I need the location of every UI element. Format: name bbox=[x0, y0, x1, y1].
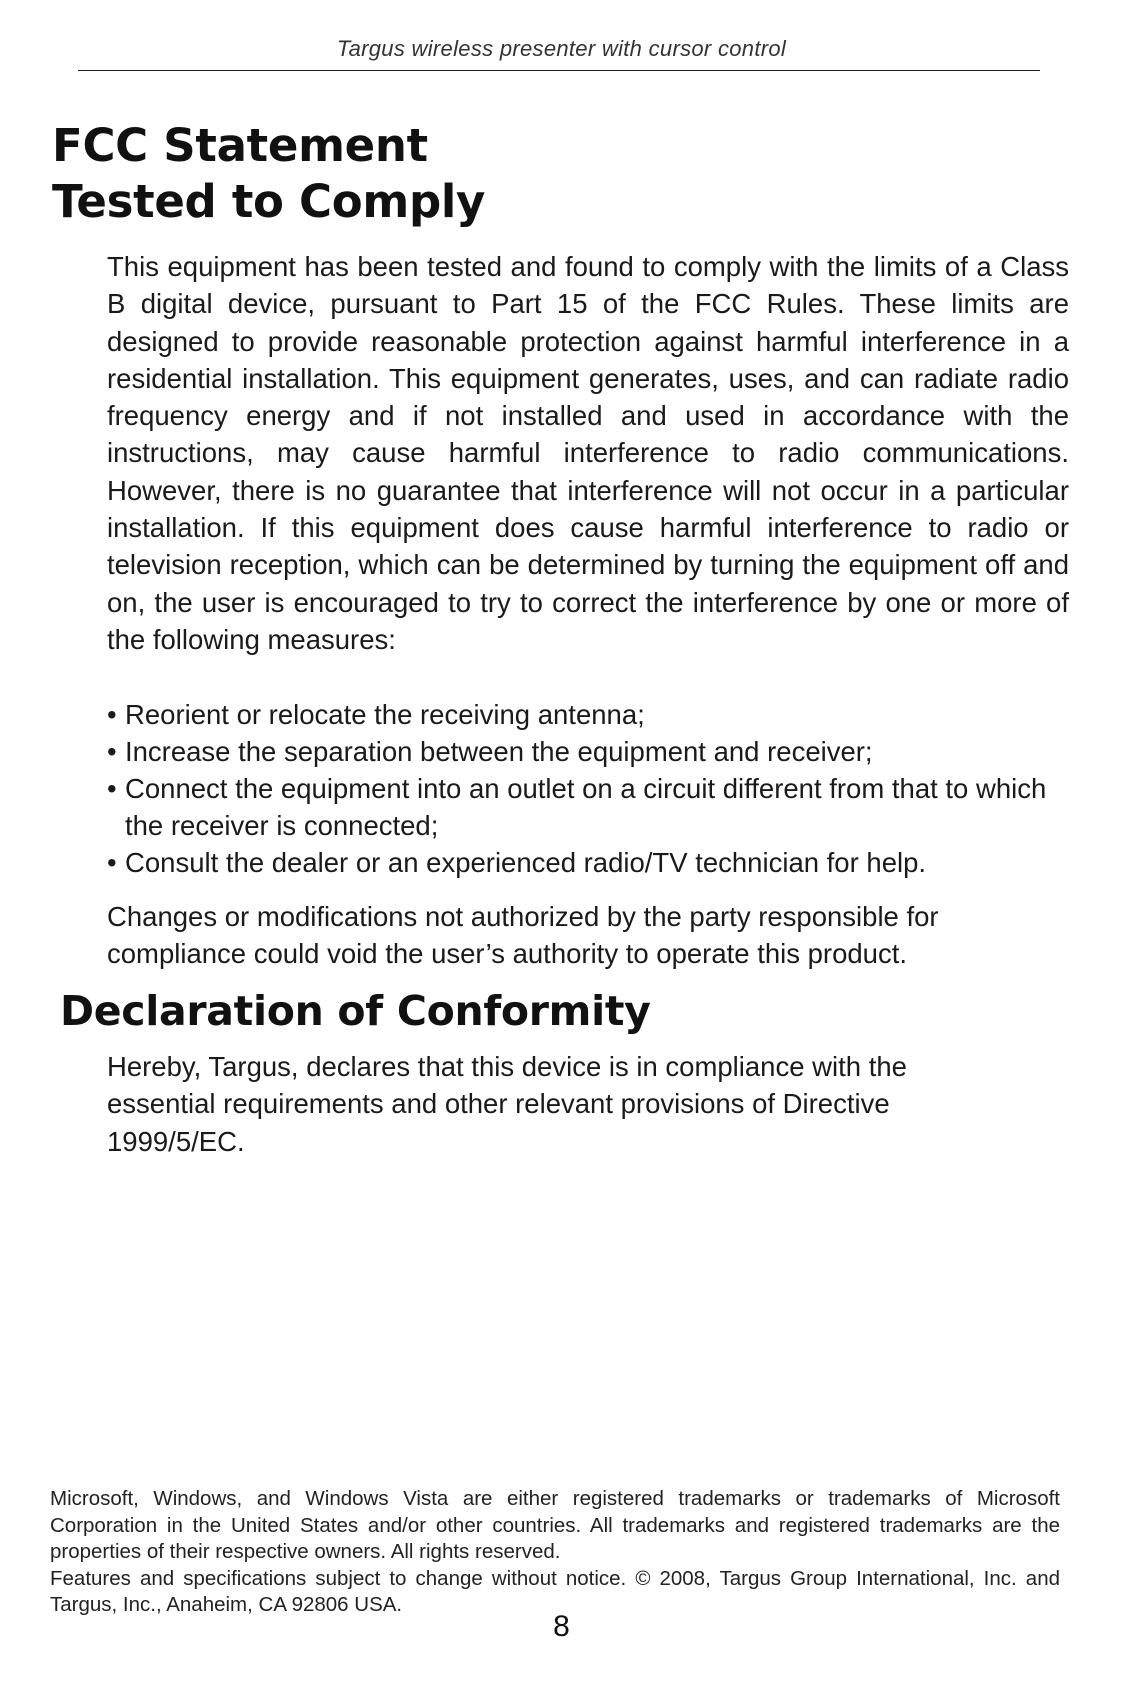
copyright-notice: Features and specifications subject to change without notice. © 2008, Targus Group International, Inc. and Targus, Inc., Anaheim, CA 92806 USA. bbox=[50, 1566, 1060, 1616]
declaration-heading: Declaration of Conformity bbox=[60, 987, 651, 1035]
list-item-text: Increase the separation between the equipment and receiver; bbox=[125, 736, 873, 767]
fcc-heading bbox=[52, 118, 485, 230]
list-item bbox=[107, 844, 1087, 881]
list-item-text: Reorient or relocate the receiving antenna; bbox=[125, 699, 645, 730]
bullet: • bbox=[107, 847, 117, 878]
fcc-heading-line-2: Tested to Comply bbox=[52, 175, 486, 228]
fcc-heading-line-1: FCC Statement bbox=[52, 119, 428, 172]
changes-note: Changes or modifications not authorized by the party responsible for compliance could void the user’s authority to operate this product. bbox=[107, 901, 939, 970]
measures-list bbox=[107, 696, 1087, 881]
list-item bbox=[107, 696, 1087, 733]
bullet: • bbox=[107, 699, 117, 730]
list-item bbox=[107, 770, 1087, 844]
fcc-statement-text: This equipment has been tested and found to comply with the limits of a Class B digital device, pursuant to Part 15 of the FCC Rules. These limits are designed to provide reasonable protection against harmful interference in a residential installation. This equipment generates, uses, and can radiate radio frequency energy and if not installed and used in accordance with the instructions, may cause harmful interference to radio communications. However, there is no guarantee that interference will not occur in a particular installation. If this equipment does cause harmful interference to radio or television reception, which can be determined by turning the equipment off and on, the user is encouraged to try to correct the interference by one or more of the following measures: bbox=[107, 251, 1069, 655]
running-header: Targus wireless presenter with cursor control bbox=[336, 36, 787, 61]
page-number: 8 bbox=[553, 1610, 570, 1643]
list-item-text: Consult the dealer or an experienced radio/TV technician for help. bbox=[125, 847, 927, 878]
list-item bbox=[107, 733, 1087, 770]
bullet: • bbox=[107, 736, 117, 767]
bullet: • bbox=[107, 773, 117, 804]
trademark-notice: Microsoft, Windows, and Windows Vista are either registered trademarks or trademarks of Microsoft Corporation in the United States and/or other countries. All trademarks and registered trademarks are the properties of their respective owners. All rights reserved. bbox=[50, 1487, 1060, 1563]
footer-notes bbox=[50, 1486, 1060, 1619]
list-item-text: Connect the equipment into an outlet on a circuit different from that to which the receiver is connected; bbox=[125, 773, 1047, 841]
declaration-text: Hereby, Targus, declares that this device is in compliance with the essential requirements and other relevant provisions of Directive 1999/5/EC. bbox=[107, 1051, 907, 1157]
header-rule bbox=[78, 70, 1040, 71]
